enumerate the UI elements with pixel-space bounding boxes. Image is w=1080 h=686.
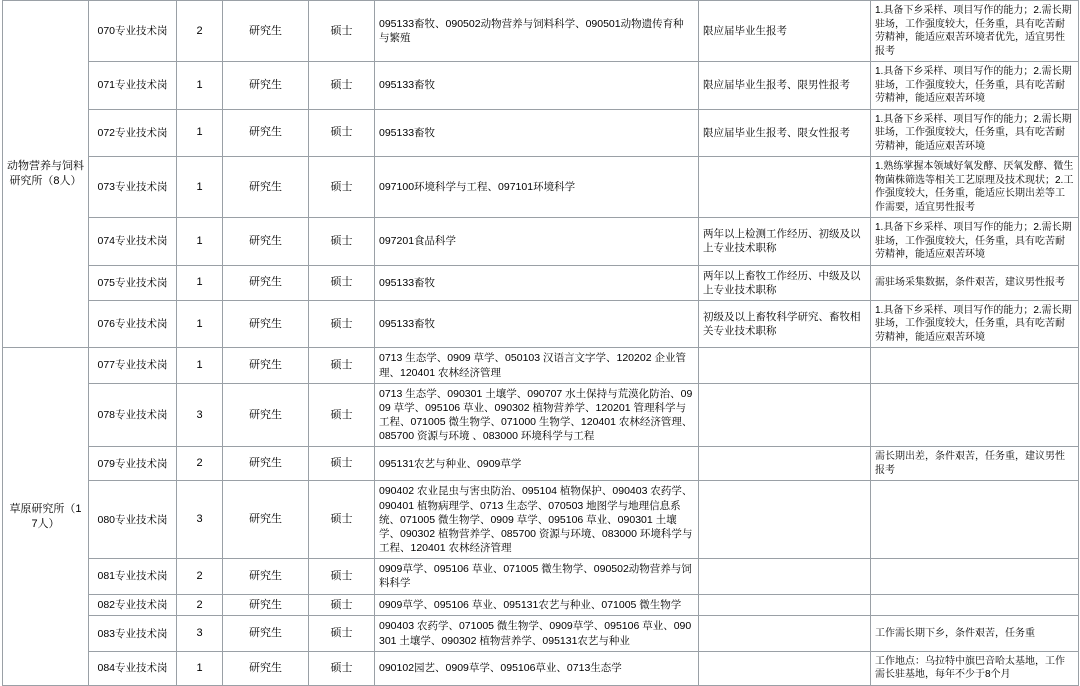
table-row bbox=[3, 265, 1079, 300]
num-cell: 1 bbox=[177, 62, 223, 110]
remark-cell: 需长期出差，条件艰苦，任务重，建议男性报考 bbox=[871, 447, 1079, 481]
num-cell: 3 bbox=[177, 481, 223, 559]
edu-cell: 研究生 bbox=[223, 481, 309, 559]
post-cell: 074专业技术岗 bbox=[89, 218, 177, 266]
deg-cell: 硕士 bbox=[309, 348, 375, 383]
deg-cell: 硕士 bbox=[309, 62, 375, 110]
num-cell: 1 bbox=[177, 300, 223, 348]
deg-cell: 硕士 bbox=[309, 1, 375, 62]
num-cell: 3 bbox=[177, 616, 223, 651]
major-cell: 095131农艺与种业、0909草学 bbox=[375, 447, 699, 481]
other-cell: 限应届毕业生报考、限女性报考 bbox=[699, 109, 871, 157]
edu-cell: 研究生 bbox=[223, 109, 309, 157]
remark-cell bbox=[871, 348, 1079, 383]
edu-cell: 研究生 bbox=[223, 265, 309, 300]
major-cell: 095133畜牧、090502动物营养与饲料科学、090501动物遗传育种与繁殖 bbox=[375, 1, 699, 62]
table-row bbox=[3, 651, 1079, 685]
other-cell: 限应届毕业生报考 bbox=[699, 1, 871, 62]
post-cell: 071专业技术岗 bbox=[89, 62, 177, 110]
post-cell: 080专业技术岗 bbox=[89, 481, 177, 559]
other-cell: 初级及以上畜牧科学研究、畜牧相关专业技术职称 bbox=[699, 300, 871, 348]
remark-cell: 1.熟练掌握本领域好氧发酵、厌氧发酵、微生物菌株筛选等相关工艺原理及技术现状；2.工作强度较大，任务重，能适应长期出差等工作需要，适宜男性报考 bbox=[871, 157, 1079, 218]
post-cell: 077专业技术岗 bbox=[89, 348, 177, 383]
table-row bbox=[3, 447, 1079, 481]
deg-cell: 硕士 bbox=[309, 481, 375, 559]
deg-cell: 硕士 bbox=[309, 447, 375, 481]
other-cell bbox=[699, 383, 871, 447]
deg-cell: 硕士 bbox=[309, 651, 375, 685]
major-cell: 0909草学、095106 草业、071005 微生物学、090502动物营养与饲料科学 bbox=[375, 559, 699, 594]
deg-cell: 硕士 bbox=[309, 383, 375, 447]
major-cell: 090402 农业昆虫与害虫防治、095104 植物保护、090403 农药学、090401 植物病理学、0713 生态学、070503 地图学与地理信息系统、071005 微生物学、0909 草学、095106 草业、090301 土壤学、090302 植物营养学、085700 资源与环境、083000 环境科学与工程、120401 农林经济管理 bbox=[375, 481, 699, 559]
deg-cell: 硕士 bbox=[309, 265, 375, 300]
post-cell: 078专业技术岗 bbox=[89, 383, 177, 447]
table-row bbox=[3, 1, 1079, 62]
page-left-gutter bbox=[0, 0, 2, 686]
major-cell: 0713 生态学、0909 草学、050103 汉语言文字学、120202 企业管理、120401 农林经济管理 bbox=[375, 348, 699, 383]
num-cell: 3 bbox=[177, 383, 223, 447]
num-cell: 1 bbox=[177, 651, 223, 685]
remark-cell: 1.具备下乡采样、项目写作的能力；2.需长期驻场，工作强度较大，任务重，具有吃苦耐劳精神，能适应艰苦环境 bbox=[871, 218, 1079, 266]
remark-cell: 1.具备下乡采样、项目写作的能力；2.需长期驻场，工作强度较大，任务重，具有吃苦耐劳精神，能适应艰苦环境 bbox=[871, 109, 1079, 157]
table-row bbox=[3, 300, 1079, 348]
num-cell: 1 bbox=[177, 109, 223, 157]
table-row bbox=[3, 218, 1079, 266]
other-cell bbox=[699, 447, 871, 481]
deg-cell: 硕士 bbox=[309, 594, 375, 616]
post-cell: 076专业技术岗 bbox=[89, 300, 177, 348]
post-cell: 075专业技术岗 bbox=[89, 265, 177, 300]
post-cell: 073专业技术岗 bbox=[89, 157, 177, 218]
other-cell: 限应届毕业生报考、限男性报考 bbox=[699, 62, 871, 110]
num-cell: 2 bbox=[177, 559, 223, 594]
table-row bbox=[3, 109, 1079, 157]
post-cell: 083专业技术岗 bbox=[89, 616, 177, 651]
major-cell: 090403 农药学、071005 微生物学、0909草学、095106 草业、090301 土壤学、090302 植物营养学、095131农艺与种业 bbox=[375, 616, 699, 651]
edu-cell: 研究生 bbox=[223, 616, 309, 651]
table-row bbox=[3, 157, 1079, 218]
table-row bbox=[3, 594, 1079, 616]
remark-cell: 工作地点：乌拉特中旗巴音哈太基地，工作需长驻基地，每年不少于8个月 bbox=[871, 651, 1079, 685]
post-cell: 081专业技术岗 bbox=[89, 559, 177, 594]
major-cell: 095133畜牧 bbox=[375, 265, 699, 300]
deg-cell: 硕士 bbox=[309, 616, 375, 651]
edu-cell: 研究生 bbox=[223, 62, 309, 110]
edu-cell: 研究生 bbox=[223, 1, 309, 62]
major-cell: 097100环境科学与工程、097101环境科学 bbox=[375, 157, 699, 218]
remark-cell bbox=[871, 594, 1079, 616]
org-cell: 动物营养与饲料研究所（8人） bbox=[3, 1, 89, 348]
post-cell: 079专业技术岗 bbox=[89, 447, 177, 481]
deg-cell: 硕士 bbox=[309, 559, 375, 594]
num-cell: 2 bbox=[177, 594, 223, 616]
table-row bbox=[3, 481, 1079, 559]
table-row bbox=[3, 559, 1079, 594]
other-cell bbox=[699, 157, 871, 218]
num-cell: 1 bbox=[177, 348, 223, 383]
num-cell: 2 bbox=[177, 1, 223, 62]
remark-cell bbox=[871, 481, 1079, 559]
remark-cell: 需驻场采集数据，条件艰苦，建议男性报考 bbox=[871, 265, 1079, 300]
other-cell bbox=[699, 594, 871, 616]
other-cell bbox=[699, 559, 871, 594]
major-cell: 095133畜牧 bbox=[375, 300, 699, 348]
post-cell: 072专业技术岗 bbox=[89, 109, 177, 157]
remark-cell: 1.具备下乡采样、项目写作的能力；2.需长期驻场，工作强度较大，任务重，具有吃苦耐劳精神，能适应艰苦环境者优先，适宜男性报考 bbox=[871, 1, 1079, 62]
num-cell: 1 bbox=[177, 157, 223, 218]
edu-cell: 研究生 bbox=[223, 383, 309, 447]
edu-cell: 研究生 bbox=[223, 594, 309, 616]
table-row bbox=[3, 348, 1079, 383]
post-cell: 070专业技术岗 bbox=[89, 1, 177, 62]
major-cell: 095133畜牧 bbox=[375, 109, 699, 157]
remark-cell bbox=[871, 559, 1079, 594]
remark-cell: 1.具备下乡采样、项目写作的能力；2.需长期驻场，工作强度较大，任务重，具有吃苦耐劳精神，能适应艰苦环境 bbox=[871, 62, 1079, 110]
num-cell: 1 bbox=[177, 265, 223, 300]
major-cell: 090102园艺、0909草学、095106草业、0713生态学 bbox=[375, 651, 699, 685]
edu-cell: 研究生 bbox=[223, 559, 309, 594]
other-cell: 两年以上畜牧工作经历、中级及以上专业技术职称 bbox=[699, 265, 871, 300]
other-cell bbox=[699, 481, 871, 559]
edu-cell: 研究生 bbox=[223, 300, 309, 348]
post-cell: 082专业技术岗 bbox=[89, 594, 177, 616]
edu-cell: 研究生 bbox=[223, 157, 309, 218]
recruitment-table bbox=[2, 0, 1079, 686]
edu-cell: 研究生 bbox=[223, 218, 309, 266]
major-cell: 097201食品科学 bbox=[375, 218, 699, 266]
edu-cell: 研究生 bbox=[223, 651, 309, 685]
table-row bbox=[3, 616, 1079, 651]
table-body bbox=[3, 1, 1079, 686]
post-cell: 084专业技术岗 bbox=[89, 651, 177, 685]
major-cell: 0909草学、095106 草业、095131农艺与种业、071005 微生物学 bbox=[375, 594, 699, 616]
deg-cell: 硕士 bbox=[309, 109, 375, 157]
other-cell bbox=[699, 651, 871, 685]
deg-cell: 硕士 bbox=[309, 300, 375, 348]
other-cell: 两年以上检测工作经历、初级及以上专业技术职称 bbox=[699, 218, 871, 266]
remark-cell: 工作需长期下乡，条件艰苦，任务重 bbox=[871, 616, 1079, 651]
edu-cell: 研究生 bbox=[223, 348, 309, 383]
num-cell: 1 bbox=[177, 218, 223, 266]
major-cell: 0713 生态学、090301 土壤学、090707 水土保持与荒漠化防治、0909 草学、095106 草业、090302 植物营养学、120201 管理科学与工程、071005 微生物学、071000 生物学、120401 农林经济管理、085700 资源与环境 、083000 环境科学与工程 bbox=[375, 383, 699, 447]
org-cell: 草原研究所（17人） bbox=[3, 348, 89, 685]
deg-cell: 硕士 bbox=[309, 157, 375, 218]
major-cell: 095133畜牧 bbox=[375, 62, 699, 110]
deg-cell: 硕士 bbox=[309, 218, 375, 266]
other-cell bbox=[699, 348, 871, 383]
table-row bbox=[3, 383, 1079, 447]
edu-cell: 研究生 bbox=[223, 447, 309, 481]
num-cell: 2 bbox=[177, 447, 223, 481]
other-cell bbox=[699, 616, 871, 651]
remark-cell: 1.具备下乡采样、项目写作的能力；2.需长期驻场，工作强度较大，任务重，具有吃苦耐劳精神，能适应艰苦环境 bbox=[871, 300, 1079, 348]
table-row bbox=[3, 62, 1079, 110]
remark-cell bbox=[871, 383, 1079, 447]
